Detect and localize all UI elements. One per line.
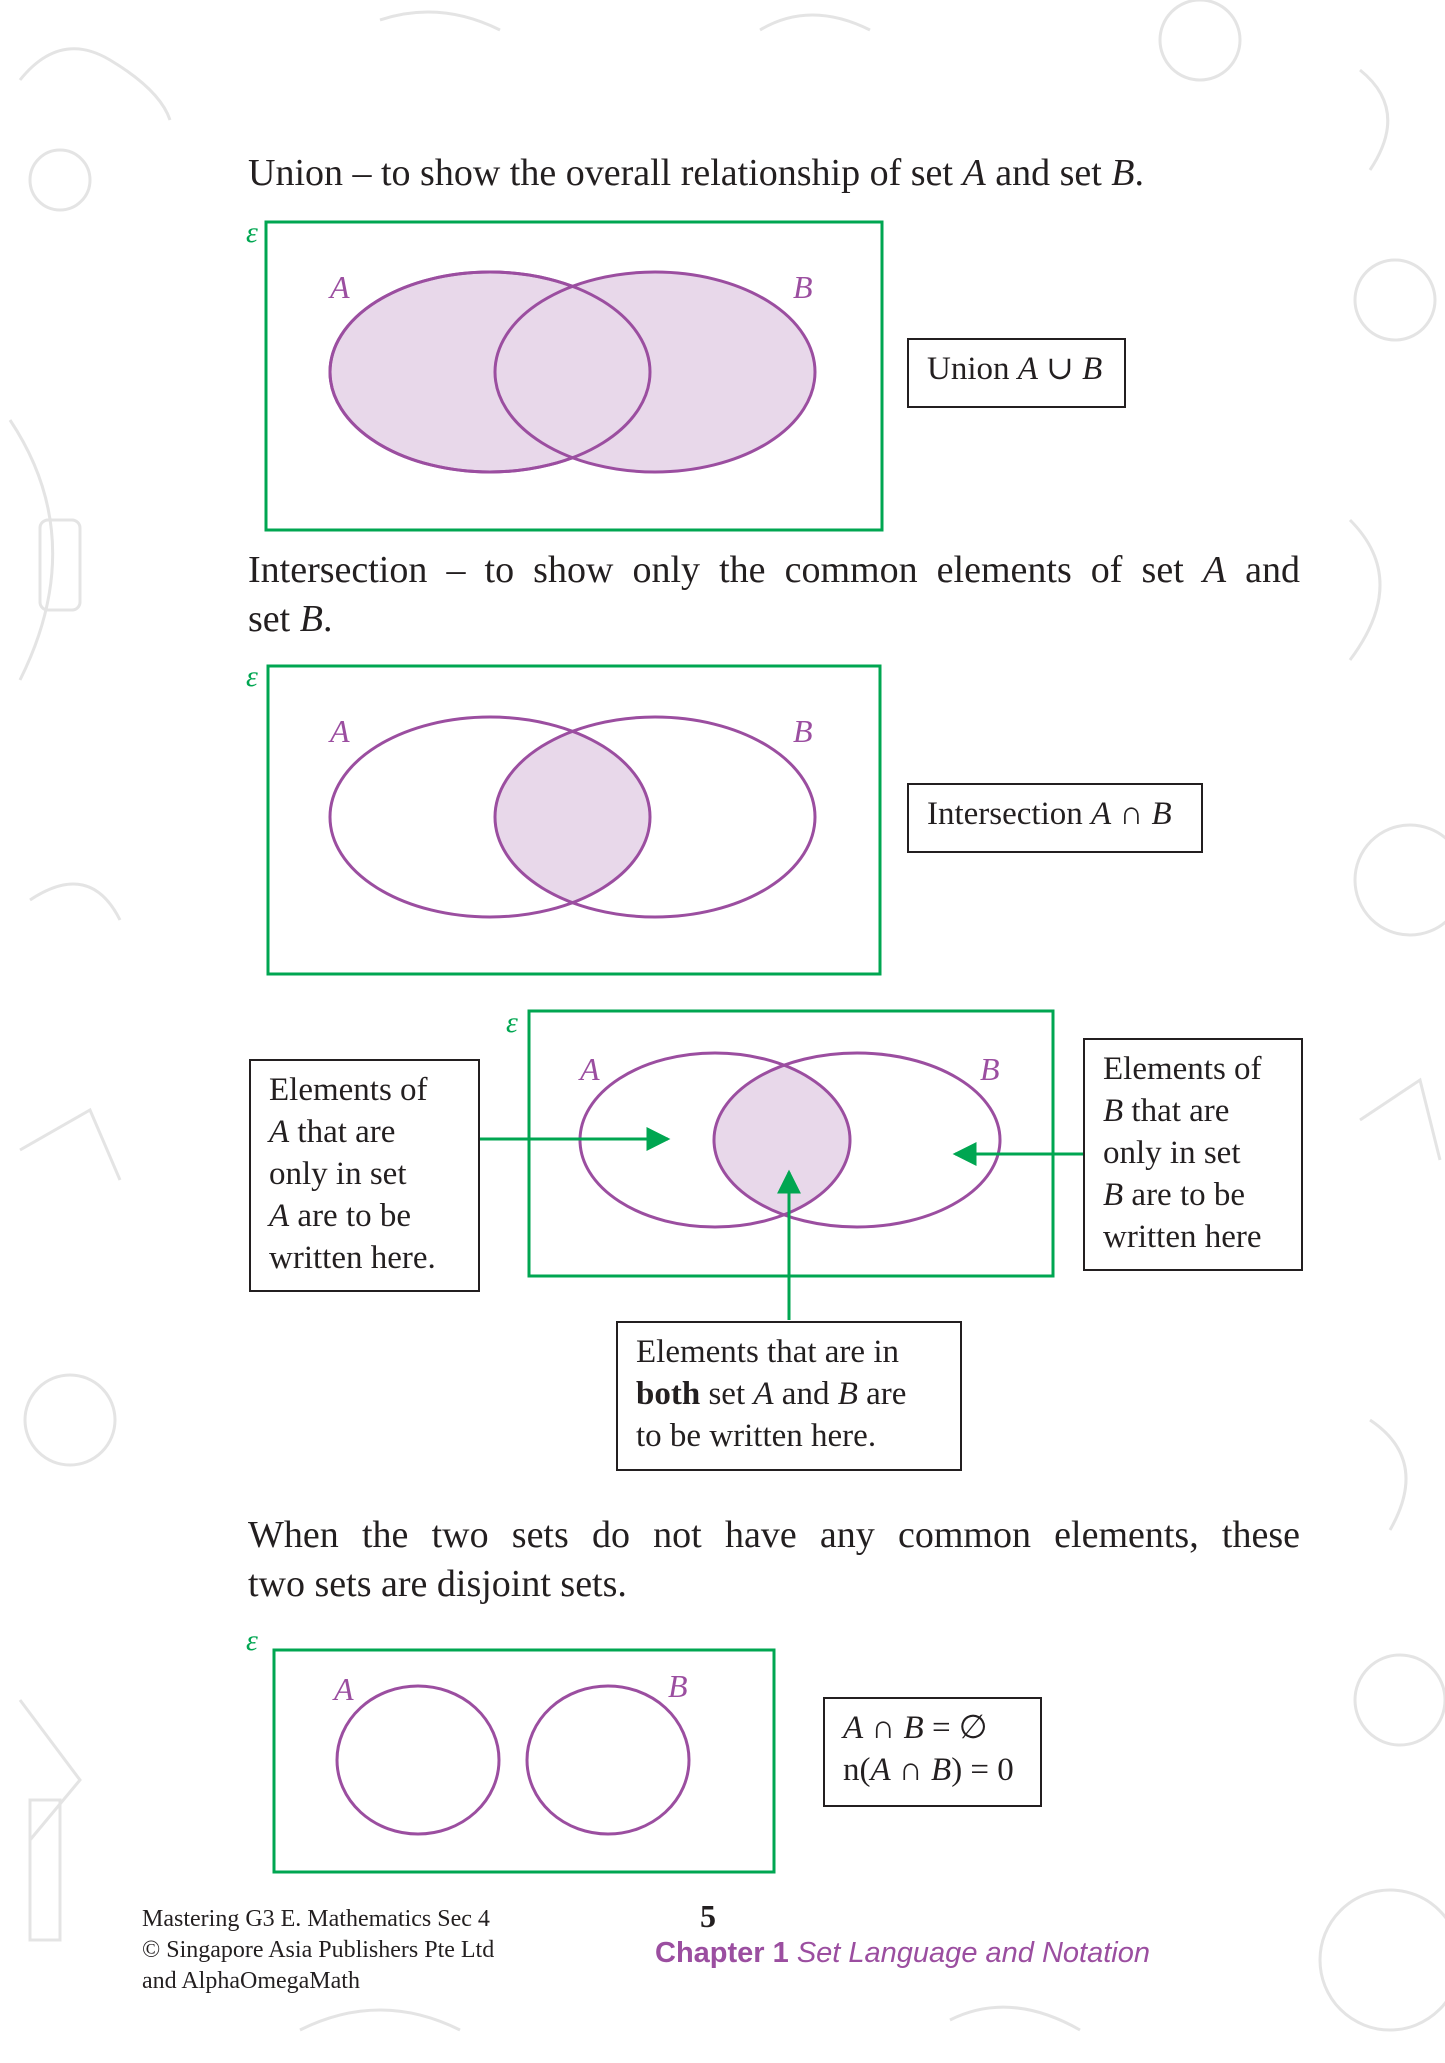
set-b-ellipse — [495, 272, 815, 472]
set-a-label: A — [330, 713, 350, 749]
universal-set-symbol: ε — [246, 216, 258, 249]
universal-set-symbol: ε — [246, 1624, 258, 1657]
disjoint-description-line2: two sets are disjoint sets. — [248, 1563, 627, 1605]
set-a-label: A — [330, 269, 350, 305]
set-b-label: B — [668, 1668, 688, 1704]
intersection-description-line2: set B. — [248, 598, 333, 640]
universal-set-symbol: ε — [506, 1006, 518, 1039]
page-number: 5 — [700, 1898, 716, 1934]
disjoint-description-line1: When the two sets do not have any common elements, these — [248, 1514, 1300, 1556]
both-description-box: Elements that are in both set A and B are to be written here. — [616, 1321, 962, 1471]
regions-diagram — [480, 1006, 1083, 1320]
set-a-label: A — [580, 1051, 600, 1087]
footer-publisher: Mastering G3 E. Mathematics Sec 4 © Singapore Asia Publishers Pte Ltd and AlphaOmegaMath — [142, 1906, 495, 1994]
universal-set-symbol: ε — [246, 660, 258, 693]
union-diagram — [246, 216, 882, 530]
only-a-description-box: Elements of A that are only in set A are to be written here. — [249, 1059, 480, 1292]
only-b-description-box: Elements of B that are only in set B are to be written here — [1083, 1038, 1303, 1271]
set-b-label: B — [980, 1051, 1000, 1087]
set-b-label: B — [793, 713, 813, 749]
set-a-label: A — [334, 1671, 354, 1707]
intersection-description-line1: Intersection – to show only the common elements of set A and — [248, 549, 1300, 591]
intersection-notation-box: Intersection A ∩ B — [907, 783, 1203, 853]
union-notation-box: Union A ∪ B — [907, 338, 1126, 408]
chapter-title: Chapter 1 Set Language and Notation — [655, 1937, 1150, 1969]
intersection-diagram — [246, 660, 880, 974]
disjoint-diagram — [246, 1624, 774, 1872]
set-b-label: B — [793, 269, 813, 305]
disjoint-notation-box: A ∩ B = ∅ n(A ∩ B) = 0 — [823, 1697, 1042, 1807]
union-description: Union – to show the overall relationship of set A and set B. — [248, 152, 1145, 194]
